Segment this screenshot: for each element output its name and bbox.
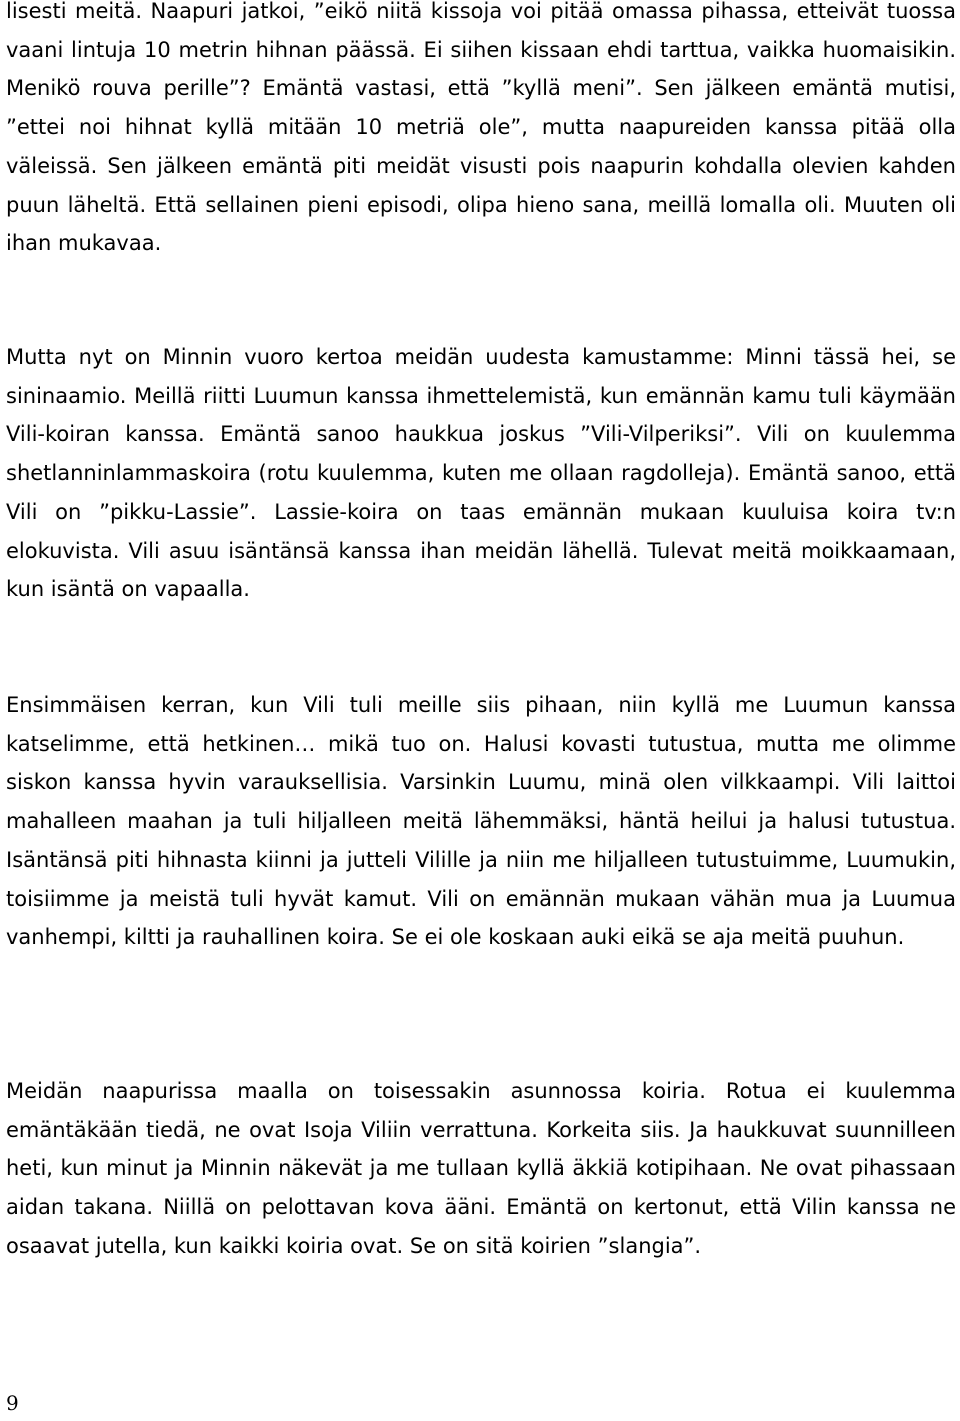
paragraph-minnin-vuoro: Mutta nyt on Minnin vuoro kertoa meidän uudesta kamustamme: Minni tässä hei, se sininaamio. Meillä riitti Luumun kanssa ihmettelemistä, kun emännän kamu tuli käymään Vili-koiran kanssa. Emäntä sanoo haukkua joskus ”Vili-Vilperiksi”. Vili on kuulemma shetlanninlammaskoira (rotu kuulemma, kuten me ollaan ragdolleja). Emäntä sanoo, että Vili on ”pikku-Lassie”. Lassie-koira on taas emännän mukaan kuuluisa koira tv:n elokuvista. Vili asuu isäntänsä kanssa ihan meidän lähellä. Tulevat meitä moikkaamaan, kun isäntä on vapaalla. [6,345,956,602]
paragraph-ensimmainen-tapaaminen: Ensimmäisen kerran, kun Vili tuli meille siis pihaan, niin kyllä me Luumun kanssa katselimme, että hetkinen… mikä tuo on. Halusi kovasti tutustua, mutta me olimme siskon kanssa hyvin varauksellisia. Varsinkin Luumu, minä olen vilkkaampi. Vili laittoi mahalleen maahan ja tuli hiljalleen meitä lähemmäksi, häntä heilui ja halusi tutustua. Isäntänsä piti hihnasta kiinni ja jutteli Vilille ja niin me hiljalleen tutustuimme, Luumukin, toisiimme ja meistä tuli hyvät kamut. Vili on emännän mukaan vähän mua ja Luumua vanhempi, kiltti ja rauhallinen koira. Se ei ole koskaan auki eikä se aja meitä puuhun. [6,693,956,950]
paragraph-naapurin-koirat: Meidän naapurissa maalla on toisessakin asunnossa koiria. Rotua ei kuulemma emäntäkään tiedä, ne ovat Isoja Viliin verrattuna. Korkeita siis. Ja haukkuvat suunnilleen heti, kun minut ja Minnin näkevät ja me tullaan kyllä äkkiä kotipihaan. Ne ovat pihassaan aidan takana. Niillä on pelottavan kova ääni. Emäntä on kertonut, että Vilin kanssa ne osaavat jutella, kun kaikki koiria ovat. Se on sitä koirien ”slangia”. [6,1079,956,1258]
page-number: 9 [6,1391,19,1415]
paragraph-kissat-hihnassa: lisesti meitä. Naapuri jatkoi, ”eikö niitä kissoja voi pitää omassa pihassa, etteivät tuossa vaani lintuja 10 metrin hihnan päässä. Ei siihen kissaan ehdi tarttua, vaikka huomaisikin. Menikö rouva perille”? Emäntä vastasi, että ”kyllä meni”. Sen jälkeen emäntä mutisi, ”ettei noi hihnat kyllä mitään 10 metriä ole”, mutta naapureiden kanssa pitää olla väleissä. Sen jälkeen emäntä piti meidät visusti pois naapurin kohdalla olevien kahden puun läheltä. Että sellainen pieni episodi, olipa hieno sana, meillä lomalla oli. Muuten oli ihan mukavaa. [6,0,956,256]
